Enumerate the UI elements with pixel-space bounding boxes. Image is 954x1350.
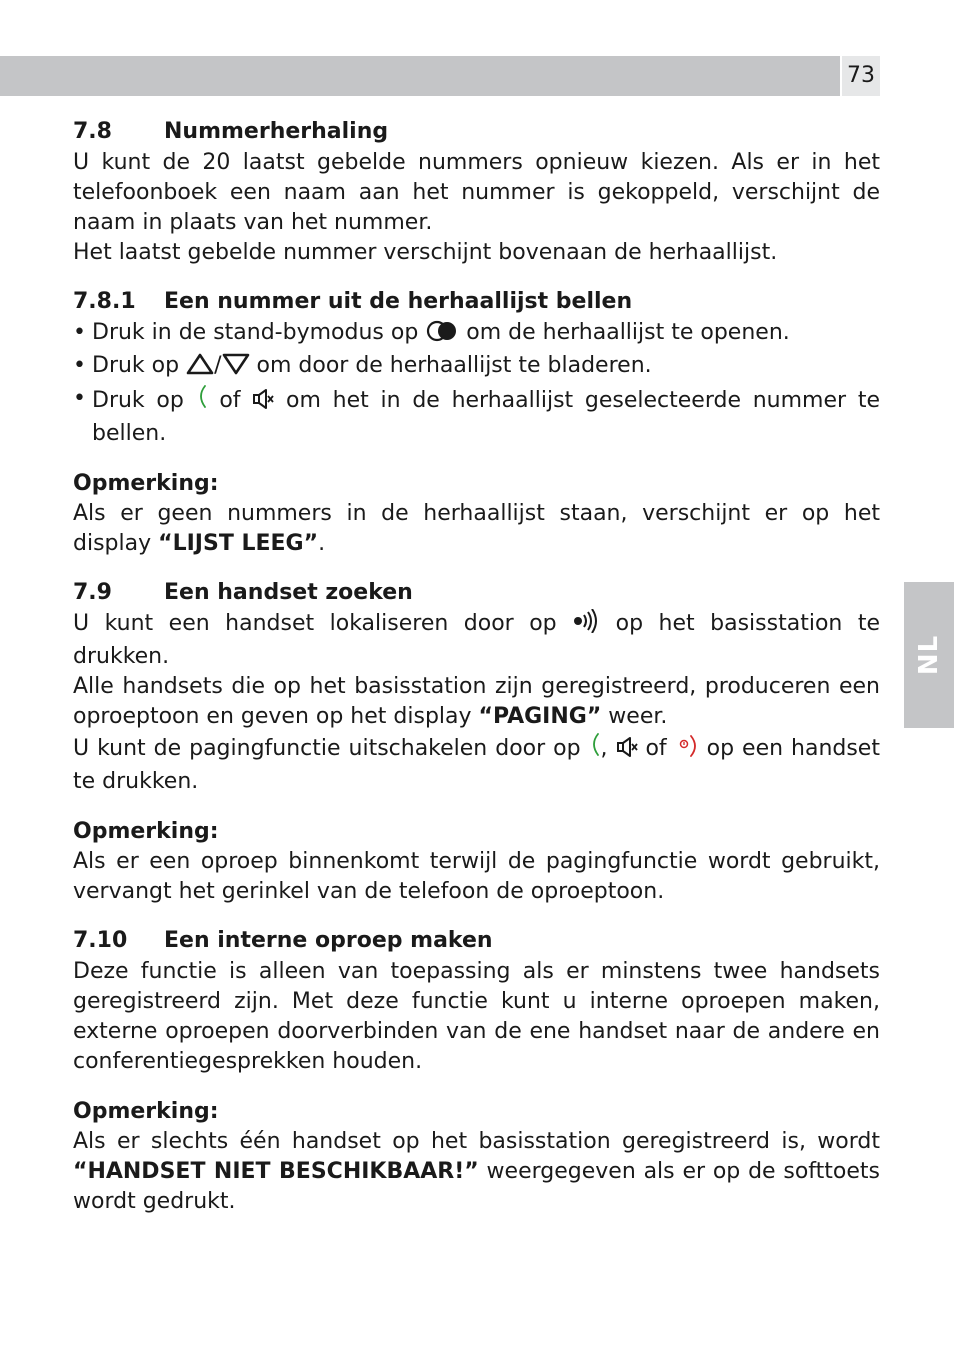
text: Druk op <box>92 388 196 413</box>
text: op het basisstation te drukken. <box>73 611 881 669</box>
note-title: Opmerking: <box>73 471 219 496</box>
paragraph <box>73 672 880 732</box>
text: Druk op <box>92 353 187 378</box>
text: of <box>207 388 253 413</box>
section-heading-7-8 <box>73 116 880 148</box>
text: om de herhaallijst te openen. <box>459 320 790 345</box>
text: U kunt de pagingfunctie uitschakelen door op <box>73 736 589 761</box>
list-item <box>73 384 880 449</box>
section-heading-7-9 <box>73 577 880 609</box>
text: . <box>318 531 326 556</box>
display-message: “HANDSET NIET BESCHIKBAAR!” <box>73 1159 479 1184</box>
instruction-list <box>73 318 880 449</box>
paragraph: Deze functie is alleen van toepassing als er minstens twee handsets geregistreerd zijn. Met deze functie kunt u interne oproepen maken, externe oproepen doorverbinden van de ene handset naar de andere en conferentiegesprekken houden. <box>73 959 880 1074</box>
redial-key-icon <box>425 320 459 351</box>
text: of <box>637 736 675 761</box>
call-key-icon <box>196 384 208 419</box>
list-item <box>73 351 880 384</box>
text: Druk in de stand-bymodus op <box>92 320 426 345</box>
paragraph <box>73 609 880 672</box>
section-title: Een interne oproep maken <box>164 928 493 953</box>
display-message: “LIJST LEEG” <box>158 531 319 556</box>
up-arrow-icon <box>186 353 214 384</box>
text: weer. <box>601 704 668 729</box>
section-title: Een handset zoeken <box>164 580 413 605</box>
section-heading-7-10 <box>73 925 880 957</box>
section-number: 7.8 <box>73 119 112 144</box>
speaker-icon <box>252 388 274 419</box>
down-arrow-icon <box>222 353 250 384</box>
text: weergegeven als er op de softtoets wordt gedrukt. <box>73 1159 880 1214</box>
call-key-icon <box>589 732 601 767</box>
paragraph: Het laatst gebelde nummer verschijnt bovenaan de herhaallijst. <box>73 240 778 265</box>
text: Als er slechts één handset op het basisstation geregistreerd is, wordt <box>73 1129 880 1154</box>
text: Als er geen nummers in de herhaallijst staan, verschijnt er op het display <box>73 501 880 556</box>
paragraph <box>73 732 880 797</box>
note-text <box>73 1127 880 1217</box>
section-title: Nummerherhaling <box>164 119 389 144</box>
text: om door de herhaallijst te bladeren. <box>249 353 652 378</box>
section-number: 7.10 <box>73 928 128 953</box>
note-text <box>73 499 880 559</box>
speaker-icon <box>616 736 638 767</box>
display-message: “PAGING” <box>478 704 602 729</box>
note-text: Als er een oproep binnenkomt terwijl de pagingfunctie wordt gebruikt, vervangt het gerinkel van de telefoon de oproeptoon. <box>73 849 880 904</box>
text: , <box>600 736 616 761</box>
paging-icon <box>572 609 600 642</box>
section-heading-7-8-1 <box>73 286 880 318</box>
page-number: 73 <box>842 56 880 96</box>
section-title: Een nummer uit de herhaallijst bellen <box>164 289 633 314</box>
note-title: Opmerking: <box>73 819 219 844</box>
paragraph: U kunt de 20 laatst gebelde nummers opnieuw kiezen. Als er in het telefoonboek een naam aan het nummer is gekoppeld, verschijnt de naam in plaats van het nummer. <box>73 150 880 235</box>
note-title: Opmerking: <box>73 1099 219 1124</box>
text: U kunt een handset lokaliseren door op <box>73 611 573 636</box>
section-number: 7.9 <box>73 580 112 605</box>
list-item <box>73 318 880 351</box>
section-number: 7.8.1 <box>73 289 136 314</box>
header-bar <box>0 56 840 96</box>
text: om het in de herhaallijst geselecteerde nummer te bellen. <box>92 388 880 446</box>
end-call-icon <box>675 734 699 767</box>
text: Alle handsets die op het basisstation zijn geregistreerd, produceren een oproeptoon en geven op het display <box>73 674 880 729</box>
language-tab <box>904 582 954 728</box>
page-content <box>73 116 880 1217</box>
text: / <box>214 353 222 378</box>
language-tab-label: NL <box>914 634 944 676</box>
text: op een handset te drukken. <box>73 736 880 794</box>
